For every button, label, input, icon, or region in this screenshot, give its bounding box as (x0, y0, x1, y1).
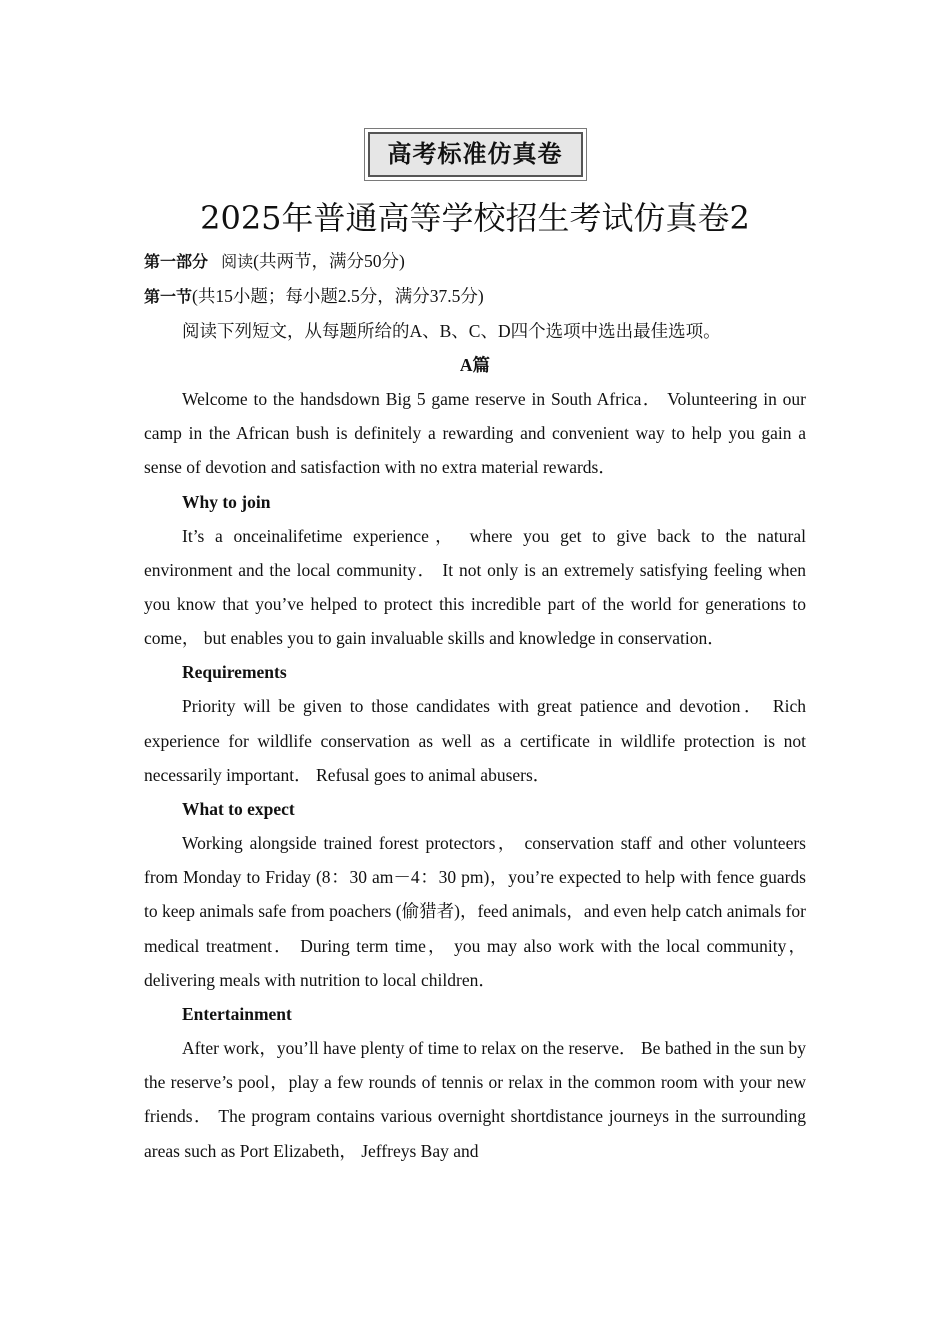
badge-area (144, 128, 806, 182)
section-heading-why-to-join: Why to join (182, 491, 271, 512)
section-heading-what-to-expect: What to expect (182, 799, 295, 820)
intro-paragraph: Welcome to the handsdown Big 5 game reserve in South Africa． Volunteering in our camp in the African bush is definitely a rewarding and convenient way to help you gain a sense of devotion and satisfaction with no extra material rewards． (144, 389, 806, 478)
section-text-requirements: Priority will be given to those candidates with great patience and devotion． Rich experience for wildlife conservation as well as a certificate in wildlife protection is not necessarily important． Refusal goes to animal abusers． (144, 696, 806, 785)
section-heading-entertainment: Entertainment (182, 1004, 292, 1025)
instruction: 阅读下列短文，从每题所给的A、B、C、D四个选项中选出最佳选项。 (182, 321, 721, 341)
section-text-what-to-expect: Working alongside trained forest protectors， conservation staff and other volunteers from Monday to Friday (8：30 am－4：30 pm)，you’re expected to help with fence guards to keep animals safe from poachers (偷猎者)，feed animals，and even help catch animals for medical treatment． During term time， you may also work with the local community，delivering meals with nutrition to local children． (144, 833, 806, 990)
section-text-why-to-join: It’s a onceinalifetime experience， where you get to give back to the natural environment and the local community． It not only is an extremely satisfying feeling when you know that you’ve helped to protect this incredible part of the world for generations to come， but enables you to gain invaluable skills and knowledge in conservation． (144, 525, 806, 649)
exam-page (144, 128, 806, 1168)
passage-title: A篇 (459, 355, 491, 375)
section-heading (144, 279, 806, 314)
section-text-entertainment: After work，you’ll have plenty of time to relax on the reserve． Be bathed in the sun by the reserve’s pool，play a few rounds of tennis or relax in the common room with your new friends． The program contains various overnight shortdistance journeys in the surrounding areas such as Port Elizabeth， Jeffreys Bay and (144, 1038, 806, 1161)
section-heading-requirements: Requirements (182, 662, 287, 683)
exam-badge (364, 128, 587, 181)
part-note: (共两节，满分50分) (253, 251, 405, 271)
badge-text: 高考标准仿真卷 (368, 132, 583, 177)
part-title: 阅读 (221, 252, 254, 271)
section-label: 第一节 (144, 287, 193, 306)
part-heading (144, 244, 806, 279)
exam-title: 2025年普通高等学校招生考试仿真卷2 (200, 199, 750, 237)
section-note: (共15小题；每小题2.5分，满分37.5分) (192, 286, 484, 306)
part-label: 第一部分 (144, 252, 209, 271)
